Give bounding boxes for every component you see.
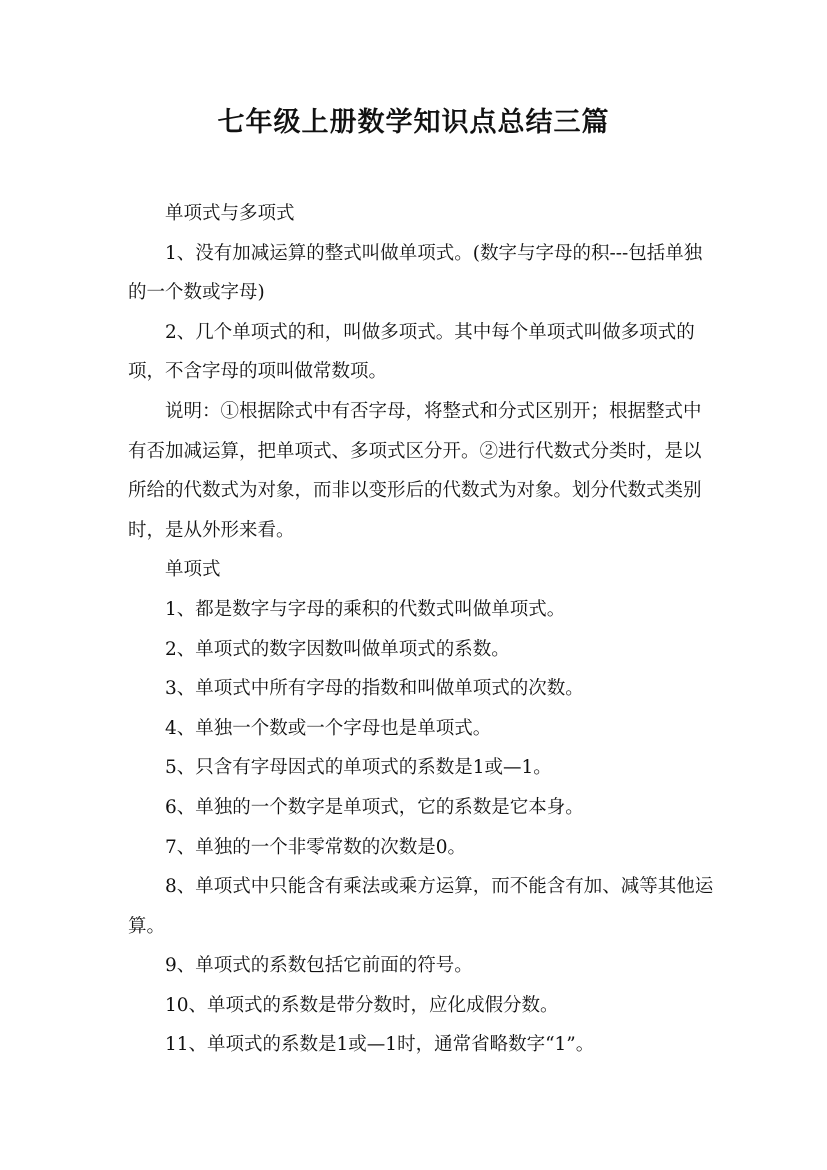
list-item: 11、单项式的系数是1或—1时，通常省略数字“1”。: [165, 1034, 595, 1056]
section-heading-monomial-polynomial: 单项式与多项式: [165, 203, 295, 224]
list-item: 3、单项式中所有字母的指数和叫做单项式的次数。: [165, 678, 584, 700]
list-item: 9、单项式的系数包括它前面的符号。: [165, 955, 473, 977]
paragraph-note: 说明：①根据除式中有否字母，将整式和分式区别开；根据整式中有否加减运算，把单项式、多项式区分开。②进行代数式分类时，是以所给的代数式为对象，而非以变形后的代数式为对象。划分代数式类别时，是从外形来看。: [128, 400, 702, 541]
document-body: [128, 194, 714, 1065]
list-item: 5、只含有字母因式的单项式的系数是1或—1。: [165, 757, 552, 779]
list-item: 1、都是数字与字母的乘积的代数式叫做单项式。: [165, 598, 566, 620]
list-item: 10、单项式的系数是带分数时，应化成假分数。: [165, 994, 559, 1016]
list-item: 2、单项式的数字因数叫做单项式的系数。: [165, 638, 510, 660]
section-heading-monomial: 单项式: [165, 559, 221, 581]
paragraph: 2、几个单项式的和，叫做多项式。其中每个单项式叫做多项式的项，不含字母的项叫做常数项。: [128, 321, 695, 383]
paragraph: 1、没有加减运算的整式叫做单项式。(数字与字母的积---包括单独的一个数或字母): [128, 242, 703, 304]
list-item: 8、单项式中只能含有乘法或乘方运算，而不能含有加、减等其他运算。: [128, 876, 714, 937]
list-item: 6、单独的一个数字是单项式，它的系数是它本身。: [165, 796, 584, 818]
list-item: 7、单独的一个非零常数的次数是0。: [165, 836, 467, 858]
list-item: 4、单独一个数或一个字母也是单项式。: [165, 717, 492, 739]
document-title: 七年级上册数学知识点总结三篇: [217, 107, 610, 138]
